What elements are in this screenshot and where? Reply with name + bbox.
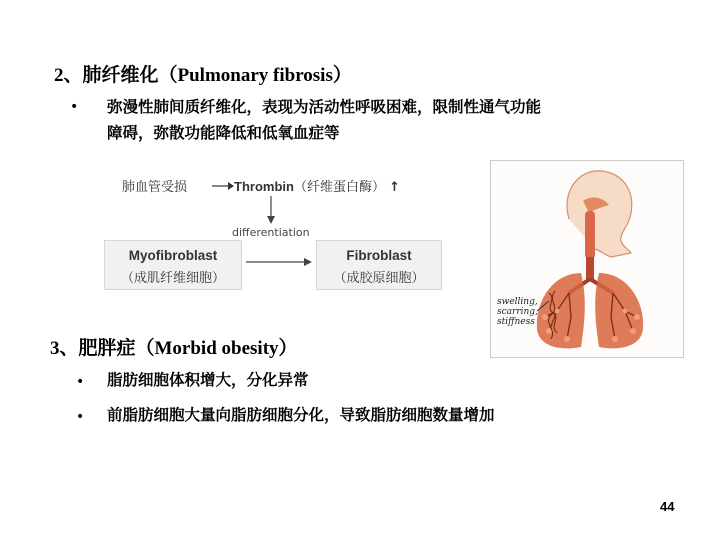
bullet-text-fibrosis — [107, 94, 697, 146]
thrombin-label — [234, 176, 400, 195]
bullet-line-2: 障碍，弥散功能降低和低氧血症等 — [107, 124, 340, 142]
myofibroblast-cn: （成肌纤维细胞） — [120, 271, 225, 286]
annotation-line-1: swelling, — [497, 297, 538, 307]
lung-illustration — [490, 160, 684, 358]
myofibroblast-box — [104, 240, 242, 290]
bullet-text-obesity-1: 脂肪细胞体积增大，分化异常 — [107, 371, 309, 389]
conversion-arrow — [246, 256, 312, 268]
bullet-line-1: 弥漫性肺间质纤维化，表现为活动性呼吸困难，限制性通气功能 — [107, 98, 542, 116]
myofibroblast-en: Myofibroblast — [128, 248, 218, 263]
fibroblast-cn: （成胶原细胞） — [333, 271, 425, 286]
annotation-line-3: stiffness — [497, 317, 535, 327]
annotation-line-2: scarring, — [497, 307, 538, 317]
thrombin-cn-text: （纤维蛋白酶） — [293, 180, 385, 195]
fibroblast-en: Fibroblast — [346, 248, 412, 263]
page-number: 44 — [660, 499, 675, 514]
bullet-marker: • — [76, 409, 85, 425]
trigger-label — [122, 176, 187, 195]
trigger-arrow — [212, 179, 234, 193]
fibroblast-box — [316, 240, 442, 290]
thrombin-text: Thrombin — [234, 179, 294, 194]
section-2-heading: 2、肺纤维化（Pulmonary fibrosis） — [54, 65, 352, 86]
respiratory-system-drawing — [491, 161, 683, 357]
section-3-heading: 3、肥胖症（Morbid obesity） — [50, 338, 298, 359]
bullet-marker: • — [76, 374, 85, 390]
trigger-text: 肺血管受损 — [122, 180, 188, 195]
down-arrow — [264, 196, 278, 224]
differentiation-label: differentiation — [232, 226, 310, 239]
fibrosis-annotation — [497, 297, 538, 327]
bullet-marker: • — [70, 99, 79, 115]
up-arrow: ↑ — [389, 180, 400, 195]
bullet-text-obesity-2: 前脂肪细胞大量向脂肪细胞分化，导致脂肪细胞数量增加 — [107, 406, 495, 424]
